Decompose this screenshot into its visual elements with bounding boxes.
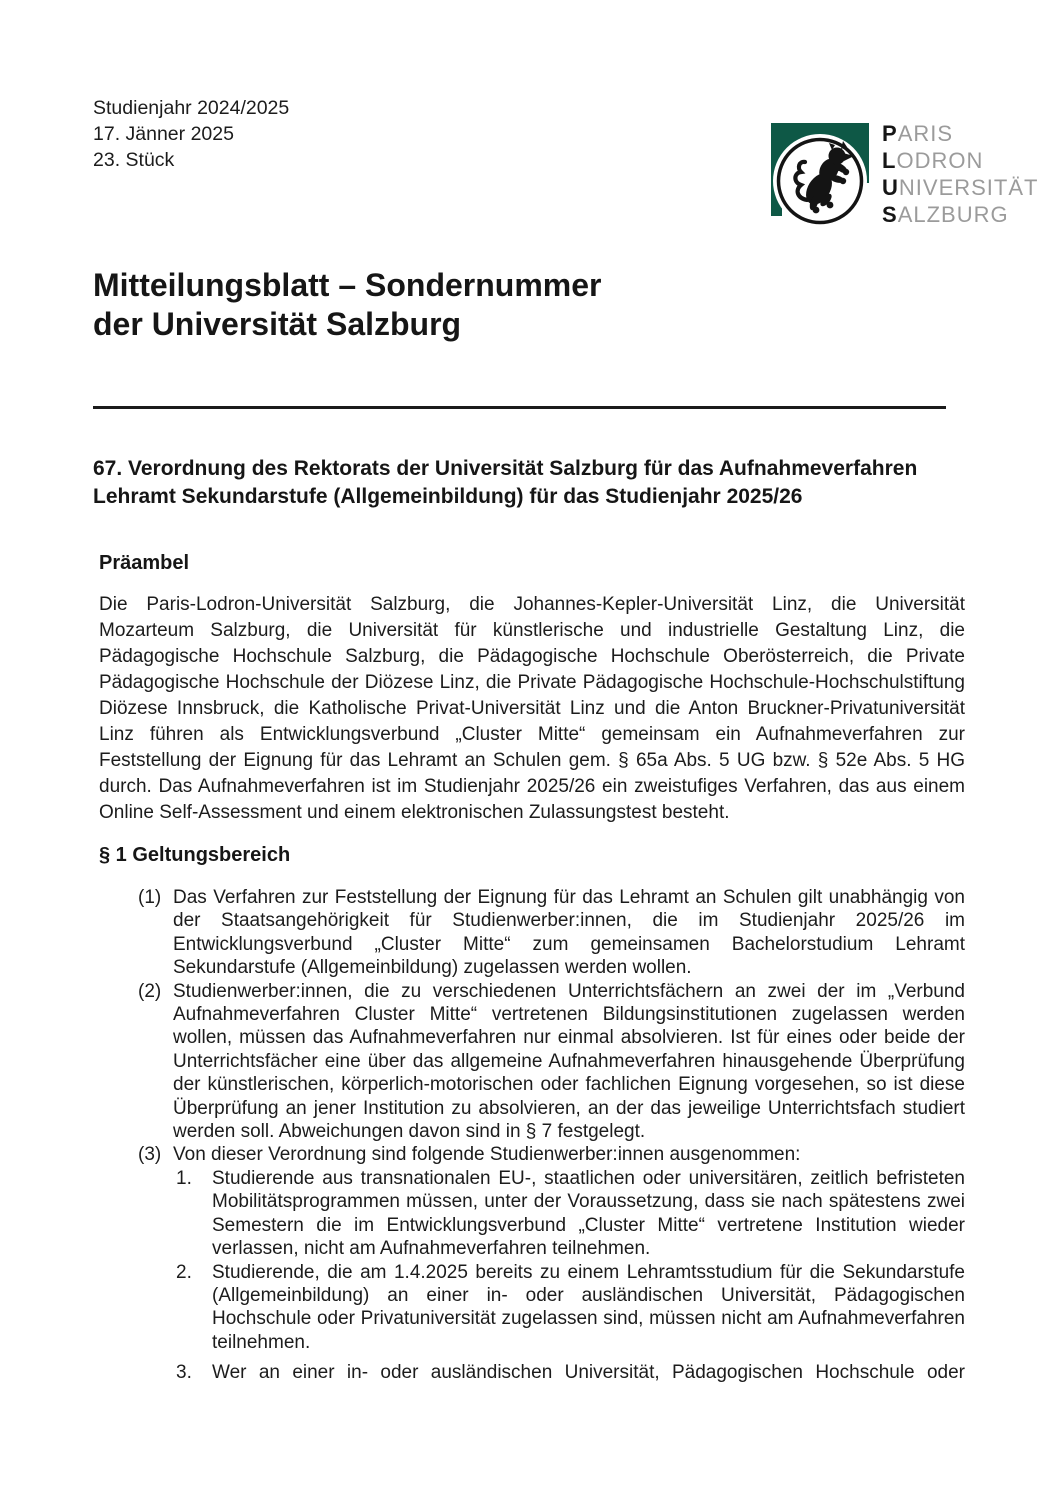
list-item-1 [138,886,965,980]
horizontal-divider [93,406,946,409]
list-item-2-marker: (2) [138,980,162,1002]
sublist-item-3-text: Wer an einer in- oder ausländischen Universität, Pädagogischen Hochschule oder [212,1362,965,1384]
wordmark-line-salzburg: SALZBURG [882,202,1009,227]
page-title-line-1: Mitteilungsblatt – Sondernummer [93,267,602,303]
issue-studyyear: Studienjahr 2024/2025 [93,97,290,119]
issue-meta [93,95,289,173]
plus-seal-icon [771,123,871,229]
wordmark-line-universitaet: UNIVERSITÄT [882,175,1039,200]
ordinance-heading-line-2: Lehramt Sekundarstufe (Allgemeinbildung) für das Studienjahr 2025/26 [93,484,803,508]
wordmark-line-paris: PARIS [882,121,954,146]
plus-logo [771,123,1038,229]
list-item-2-text: Studienwerber:innen, die zu verschiedenen Unterrichtsfächern an zwei der im „Verbund Aufnahmeverfahren Cluster Mitte“ vertretenen Bildungsinstitutionen zugelassen werden wollen, müssen das Aufnahmeverfahren nur einmal absolvieren. Ist für eines oder beide der Unterrichtsfächer eine über das allgemeine Aufnahmeverfahren hinausgehende Überprüfung der künstlerischen, körperlich-motorischen oder fachlichen Eignung vorgesehen, so ist diese Überprüfung an jener Institution zu absolvieren, an der das jeweilige Unterrichtsfach studiert werden soll. Abweichungen davon sind in § 7 festgelegt. [173,980,965,1143]
plus-wordmark [882,120,1038,228]
sublist-item-1 [176,1167,965,1261]
list-item-2 [138,980,965,1144]
sublist-item-1-marker: 1. [176,1167,192,1189]
sublist-item-3-marker: 3. [176,1362,192,1384]
sublist-item-1-text: Studierende aus transnationalen EU-, staatlichen oder universitären, zeitlich befristeten Mobilitätsprogrammen müssen, unter der Voraussetzung, dass sie nach spätestens zwei Semestern die im Entwicklungsverbund „Cluster Mitte“ vertretene Institution wieder verlassen, nicht am Aufnahmeverfahren teilnehmen. [212,1167,965,1260]
sublist-item-2 [176,1261,965,1355]
preamble-paragraph: Die Paris-Lodron-Universität Salzburg, die Johannes-Kepler-Universität Linz, die Universität Mozarteum Salzburg, die Universität für künstlerische und industrielle Gestaltung Linz, die Pädagogische Hochschule Salzburg, die Pädagogische Hochschule Oberösterreich, die Private Pädagogische Hochschule der Diözese Linz, die Private Pädagogische Hochschule-Hochschulstiftung Diözese Innsbruck, die Katholische Privat-Universität Linz und die Anton Bruckner-Privatuniversität Linz führen als Entwicklungsverbund „Cluster Mitte“ gemeinsam ein Aufnahmeverfahren zur Feststellung der Eignung für das Lehramt an Schulen gem. § 65a Abs. 5 UG bzw. § 52e Abs. 5 HG durch. Das Aufnahmeverfahren ist im Studienjahr 2025/26 ein zweistufiges Verfahren, das aus einem Online Self-Assessment und einem elektronischen Zulassungstest besteht. [99,594,965,823]
sublist-item-2-text: Studierende, die am 1.4.2025 bereits zu einem Lehramtsstudium für die Sekundarstufe (Allgemeinbildung) an einer in- oder ausländischen Universität, Pädagogischen Hochschule oder Privatuniversität zugelassen sind, müssen nicht am Aufnahmeverfahren teilnehmen. [212,1261,965,1353]
issue-date: 17. Jänner 2025 [93,123,234,145]
ordinance-heading [93,455,917,510]
issue-number: 23. Stück [93,149,175,171]
list-item-3 [138,1143,965,1166]
ordinance-heading-line-1: 67. Verordnung des Rektorats der Universität Salzburg für das Aufnahmeverfahren [93,457,918,480]
section-1-heading: § 1 Geltungsbereich [99,844,291,866]
section-1-list [99,886,965,1385]
sublist-item-3 [176,1361,965,1384]
preamble-heading: Präambel [99,552,190,574]
list-item-1-text: Das Verfahren zur Feststellung der Eignung für das Lehramt an Schulen gilt unabhängig von der Staatsangehörigkeit für Studienwerber:innen, die im Studienjahr 2025/26 im Entwicklungsverbund „Cluster Mitte“ zum gemeinsamen Bachelorstudium Lehramt Sekundarstufe (Allgemeinbildung) zugelassen werden wollen. [173,887,965,979]
wordmark-line-lodron: LODRON [882,148,984,173]
list-item-3-marker: (3) [138,1144,162,1166]
page-title [93,266,601,344]
list-item-1-marker: (1) [138,887,162,908]
page-title-line-2: der Universität Salzburg [93,306,462,342]
list-item-3-text: Von dieser Verordnung sind folgende Studienwerber:innen ausgenommen: [173,1144,801,1166]
sublist-item-2-marker: 2. [176,1261,192,1283]
